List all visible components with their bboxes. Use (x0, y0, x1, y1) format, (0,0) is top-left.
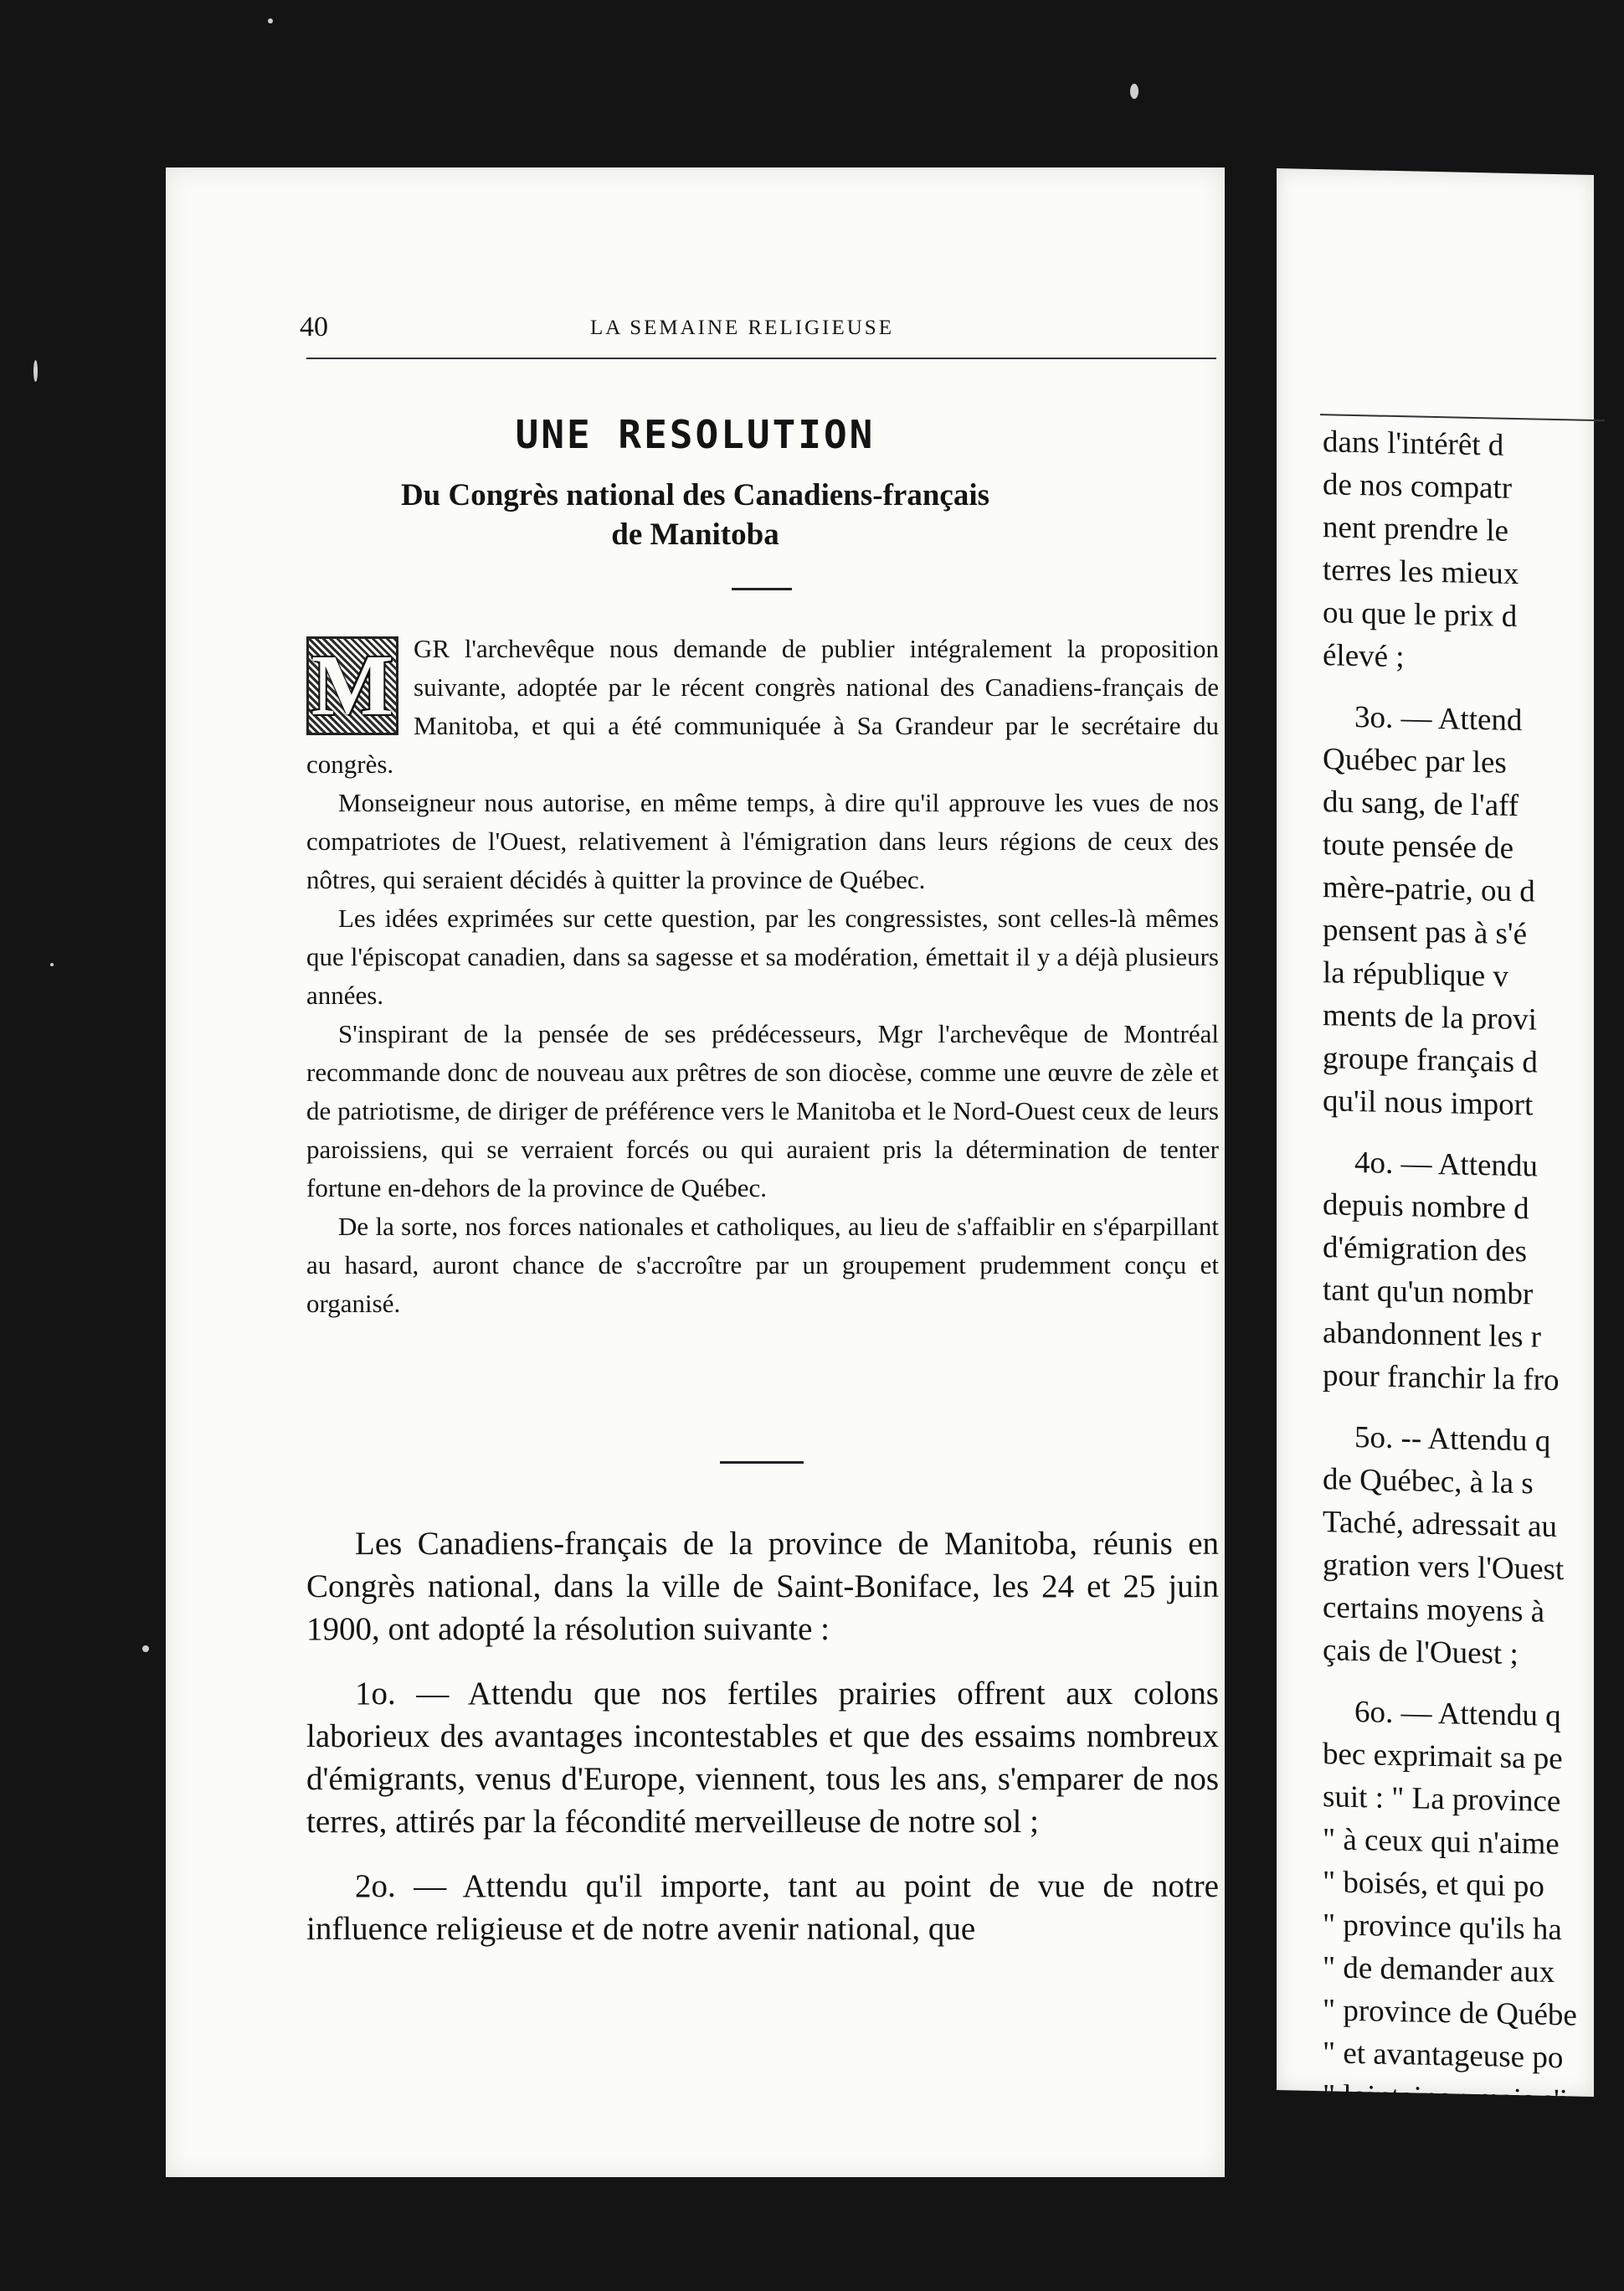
right-page-line: groupe français d (1323, 1041, 1538, 1080)
right-page-line: pensent pas à s'é (1323, 913, 1528, 952)
right-page-text (1323, 420, 1624, 2209)
right-page-line: " ment et auxquels (1323, 2121, 1554, 2160)
right-page-line: 4o. — Attendu (1354, 1145, 1538, 1184)
right-page-line: abandonnent les r (1323, 1315, 1541, 1355)
resolution-paragraph: Les Canadiens-français de la province de Manitoba, réunis en Congrès national, dans la ville de Saint-Boniface, les 24 et 25 juin 1900, ont adopté la résolution suivante : (306, 1526, 1219, 1647)
right-page-line: pour franchir la fro (1323, 1358, 1560, 1398)
page-number: 40 (300, 311, 328, 342)
resolution-text (306, 1522, 1219, 1972)
intro-text (306, 630, 1219, 1323)
right-page-line: la république v (1323, 955, 1508, 994)
right-page-line: 3o. — Attend (1354, 699, 1523, 739)
right-page-line: gration vers l'Ouest (1323, 1547, 1565, 1588)
article-title: UNE RESOLUTION (515, 412, 876, 457)
right-page-line: certains moyens à (1323, 1590, 1545, 1629)
right-page-line: " de demander aux (1323, 1950, 1555, 1990)
right-page-line: " labeurs des bûcher (1323, 2164, 1574, 2204)
right-page-line: toute pensée de (1323, 827, 1514, 866)
right-page-line: suit : " La province (1323, 1779, 1561, 1820)
right-page-line: 5o. -- Attendu q (1354, 1419, 1551, 1459)
scan-speck (50, 963, 54, 966)
right-page-line: bec exprimait sa pe (1323, 1737, 1563, 1777)
right-page-line: qu'il nous import (1323, 1084, 1534, 1123)
right-page-line: " et avantageuse po (1323, 2036, 1564, 2076)
right-page-line: " lointaine ; mais s'i (1323, 2078, 1569, 2119)
right-page-line: Taché, adressait au (1323, 1505, 1557, 1545)
resolution-paragraph: 1o. — Attendu que nos fertiles prairies offrent aux colons laborieux des avantages incontestables et que des essaims nombreux d'émigrants, venus d'Europe, viennent, tous les ans, s'emparer de nos terres, attirés par la fécondité merveilleuse de notre sol ; (306, 1676, 1219, 1840)
ornamental-rule (732, 588, 792, 590)
scan-speck (268, 18, 273, 23)
right-page-line: dans l'intérêt d (1323, 425, 1504, 463)
scan-speck (33, 360, 38, 382)
intro-paragraph: Monseigneur nous autorise, en même temps, à dire qu'il approuve les vues de nos compatriotes de l'Ouest, relativement à l'émigration dans leurs régions de ceux des nôtres, qui seraient décidés à quitter la province de Québec. (306, 788, 1219, 894)
right-page-line: d'émigration des (1323, 1230, 1528, 1269)
right-page-line: tant qu'un nombr (1323, 1273, 1534, 1312)
right-page-line: mère-patrie, ou d (1323, 870, 1535, 909)
right-page-line: élevé ; (1323, 638, 1405, 675)
resolution-paragraph: 2o. — Attendu qu'il importe, tant au point de vue de notre influence religieuse et de notre avenir national, que (306, 1868, 1219, 1947)
right-page-line: de nos compatr (1323, 467, 1513, 506)
right-page-line: nent prendre le (1323, 510, 1508, 548)
right-page-line: ments de la provi (1323, 998, 1537, 1037)
right-page-line: " province qu'ils ha (1323, 1907, 1562, 1948)
right-page-line: de Québec, à la s (1323, 1462, 1534, 1501)
right-page-line: 6o. — Attendu q (1354, 1694, 1561, 1734)
article-subtitle (166, 476, 1225, 554)
left-page (166, 167, 1225, 2177)
intro-paragraph: M GR l'archevêque nous demande de publier intégralement la proposition suivante, adoptée par le récent congrès national des Canadiens-français de Manitoba, et qui a été communiquée à Sa Grandeur par le secrétaire du congrès. (306, 634, 1219, 779)
right-page-line: " boisés, et qui po (1323, 1865, 1544, 1904)
drop-cap-initial: M (306, 636, 398, 735)
right-page-line: ou que le prix d (1323, 595, 1518, 635)
right-page-line: terres les mieux (1323, 553, 1519, 592)
right-page-line: " province de Québe (1323, 1993, 1577, 2033)
right-page (1277, 168, 1594, 2204)
section-rule (720, 1461, 804, 1464)
header-rule (306, 358, 1216, 359)
right-page-line: " à ceux qui n'aime (1323, 1822, 1560, 1862)
scan-speck (1130, 84, 1138, 99)
intro-paragraph: Les idées exprimées sur cette question, par les congressistes, sont celles-là mêmes que l'épiscopat canadien, dans sa sagesse et sa modération, émettait il y a déjà plusieurs années. (306, 904, 1219, 1010)
subtitle-line: Du Congrès national des Canadiens-français (400, 478, 990, 512)
right-page-line: depuis nombre d (1323, 1187, 1529, 1227)
right-page-line: du sang, de l'aff (1323, 785, 1519, 824)
intro-paragraph: De la sorte, nos forces nationales et catholiques, au lieu de s'affaiblir en s'éparpillant au hasard, auront chance de s'accroître par un groupement prudemment conçu et organisé. (306, 1212, 1219, 1318)
running-title: LA SEMAINE RELIGIEUSE (590, 317, 894, 339)
right-page-line: çais de l'Ouest ; (1323, 1633, 1519, 1672)
header-rule (1320, 414, 1605, 421)
right-page-line: Québec par les (1323, 742, 1507, 780)
subtitle-line: de Manitoba (611, 517, 779, 552)
intro-paragraph: S'inspirant de la pensée de ses prédécesseurs, Mgr l'archevêque de Montréal recommande donc de nouveau aux prêtres de son diocèse, comme une œuvre de zèle et de patriotisme, de diriger de préférence vers le Manitoba et le Nord-Ouest ceux de leurs paroissiens, qui se verraient forcés ou qui auraient pris la détermination de tenter fortune en-dehors de la province de Québec. (306, 1019, 1219, 1202)
scan-speck (142, 1645, 149, 1652)
